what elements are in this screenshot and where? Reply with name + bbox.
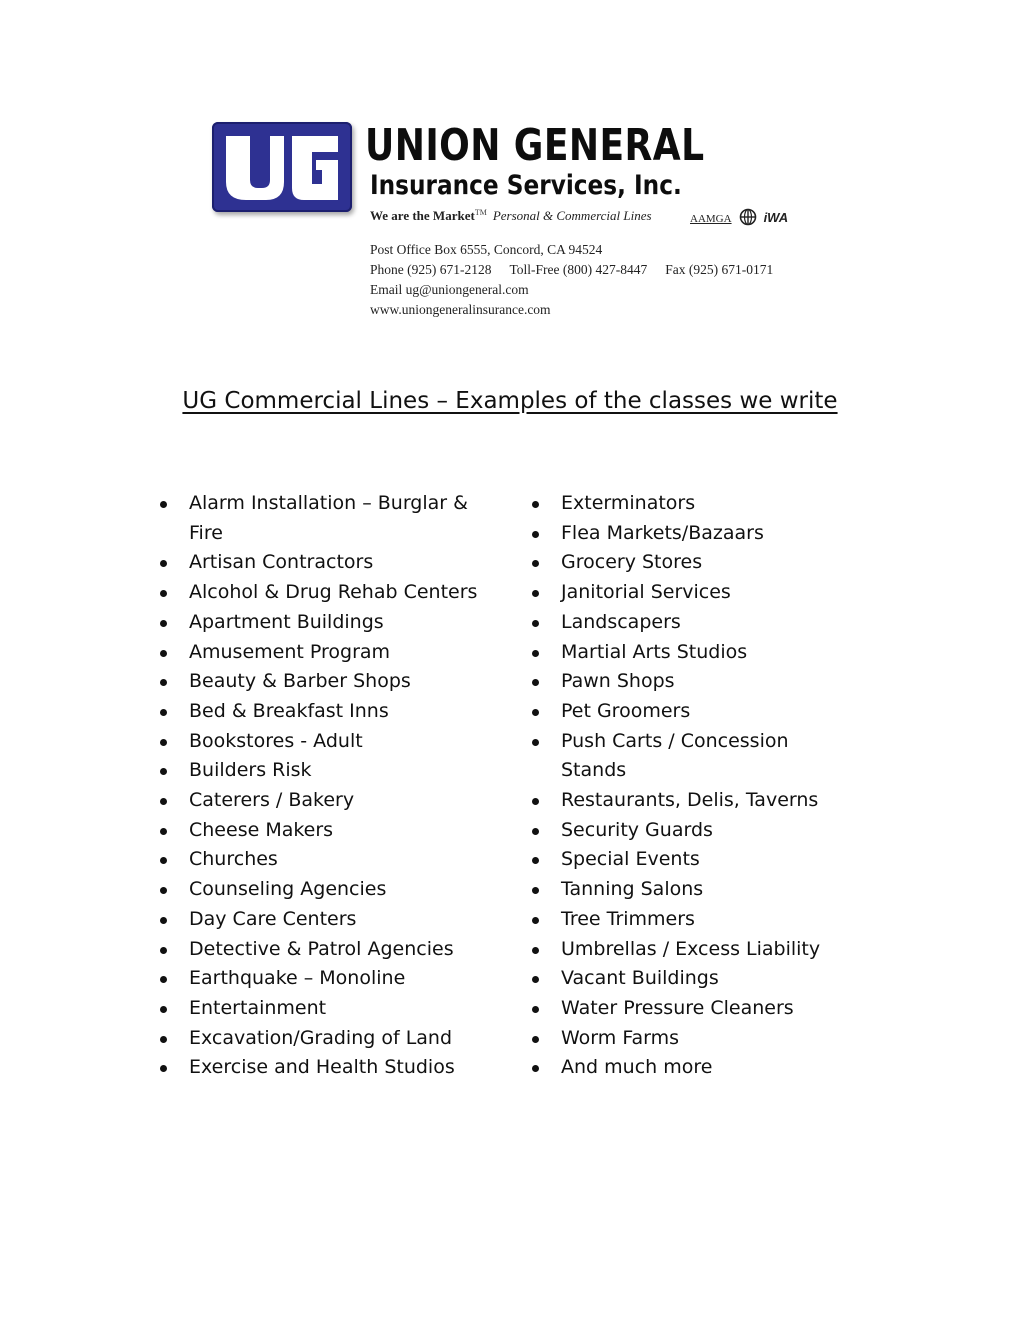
bullet-icon <box>160 857 167 864</box>
list-item-label: Churches <box>189 848 278 871</box>
list-item-label: Earthquake – Monoline <box>189 967 406 990</box>
list-item <box>532 489 832 519</box>
list-item-label: Artisan Contractors <box>189 551 374 574</box>
list-item <box>160 816 480 846</box>
list-item <box>532 1053 832 1083</box>
bullet-icon <box>532 709 539 716</box>
email: Email ug@uniongeneral.com <box>370 282 529 297</box>
bullet-icon <box>532 976 539 983</box>
list-item <box>160 786 480 816</box>
list-item <box>532 697 832 727</box>
bullet-icon <box>532 917 539 924</box>
page-title-text: UG Commercial Lines – Examples of the classes we write <box>182 388 838 414</box>
list-item-label: Exercise and Health Studios <box>189 1056 455 1079</box>
list-item <box>160 578 480 608</box>
bullet-icon <box>160 887 167 894</box>
company-name: UNION GENERAL <box>365 120 705 171</box>
bullet-icon <box>160 590 167 597</box>
list-item-label: Cheese Makers <box>189 818 334 841</box>
bullet-icon <box>532 1036 539 1043</box>
bullet-icon <box>160 679 167 686</box>
aamga-logo: AAMGA <box>690 212 732 225</box>
list-item-label: Builders Risk <box>189 759 312 782</box>
list-item <box>160 1053 480 1083</box>
list-item <box>532 905 832 935</box>
list-item <box>160 756 480 786</box>
bullet-icon <box>532 531 539 538</box>
bullet-icon <box>160 560 167 567</box>
list-item-label: Counseling Agencies <box>189 878 387 901</box>
list-item <box>532 994 832 1024</box>
phone: Phone (925) 671-2128 <box>370 262 492 277</box>
fax: Fax (925) 671-0171 <box>665 262 774 277</box>
company-subtitle: Insurance Services, Inc. <box>370 170 682 201</box>
bullet-icon <box>160 501 167 508</box>
list-item <box>532 519 832 549</box>
list-item-label: Entertainment <box>189 996 327 1019</box>
ug-logo <box>212 122 352 212</box>
list-item-label: Day Care Centers <box>189 907 357 930</box>
list-item-label: Grocery Stores <box>561 551 703 574</box>
list-item <box>532 608 832 638</box>
list-item-label: Umbrellas / Excess Liability <box>561 937 821 960</box>
list-item <box>160 548 480 578</box>
bullet-icon <box>532 1065 539 1072</box>
list-item-label: Alcohol & Drug Rehab Centers <box>189 581 478 604</box>
address: Post Office Box 6555, Concord, CA 94524 <box>370 242 603 257</box>
bullet-icon <box>160 798 167 805</box>
list-item-label: And much more <box>561 1056 713 1079</box>
list-item <box>160 935 480 965</box>
bullet-icon <box>532 620 539 627</box>
list-item <box>532 667 832 697</box>
list-item-label: Excavation/Grading of Land <box>189 1026 453 1049</box>
list-item <box>532 935 832 965</box>
list-item-label: Apartment Buildings <box>189 610 384 633</box>
list-item <box>160 905 480 935</box>
globe-icon <box>739 208 757 230</box>
bullet-icon <box>160 917 167 924</box>
list-item-label: Special Events <box>561 848 700 871</box>
list-item-label: Security Guards <box>561 818 713 841</box>
association-logos <box>690 208 788 230</box>
list-item-label: Amusement Program <box>189 640 391 663</box>
bullet-icon <box>160 739 167 746</box>
website: www.uniongeneralinsurance.com <box>370 302 551 317</box>
bullet-icon <box>160 1006 167 1013</box>
list-item-label: Vacant Buildings <box>561 967 719 990</box>
list-item-label: Alarm Installation – Burglar & Fire <box>189 492 468 544</box>
phone-line <box>370 260 773 280</box>
bullet-icon <box>532 947 539 954</box>
list-item <box>160 697 480 727</box>
bullet-icon <box>532 828 539 835</box>
bullet-icon <box>160 1065 167 1072</box>
list-item <box>532 548 832 578</box>
bullet-icon <box>532 739 539 746</box>
list-item-label: Bookstores - Adult <box>189 729 363 752</box>
list-item-label: Martial Arts Studios <box>561 640 748 663</box>
list-item-label: Landscapers <box>561 610 681 633</box>
bullet-icon <box>160 650 167 657</box>
bullet-icon <box>532 1006 539 1013</box>
list-item-label: Pawn Shops <box>561 670 675 693</box>
toll-free: Toll-Free (800) 427-8447 <box>509 262 648 277</box>
bullet-icon <box>532 679 539 686</box>
list-item-label: Restaurants, Delis, Taverns <box>561 789 819 812</box>
list-item-label: Detective & Patrol Agencies <box>189 937 454 960</box>
bullet-icon <box>532 857 539 864</box>
list-item <box>160 875 480 905</box>
list-item-label: Flea Markets/Bazaars <box>561 521 764 544</box>
list-item <box>160 638 480 668</box>
list-item <box>160 994 480 1024</box>
tagline-text: We are the Market <box>370 208 475 223</box>
list-item-label: Worm Farms <box>561 1026 680 1049</box>
letterhead <box>210 118 830 328</box>
bullet-icon <box>532 590 539 597</box>
list-item <box>160 608 480 638</box>
bullet-icon <box>160 1036 167 1043</box>
list-item-label: Caterers / Bakery <box>189 789 355 812</box>
list-item-label: Beauty & Barber Shops <box>189 670 411 693</box>
tagline-lines: Personal & Commercial Lines <box>492 208 652 223</box>
left-class-list <box>160 489 480 1083</box>
tagline <box>370 208 652 224</box>
right-class-list <box>532 489 832 1083</box>
list-item <box>532 875 832 905</box>
list-item <box>532 816 832 846</box>
list-item <box>532 964 832 994</box>
list-item-label: Bed & Breakfast Inns <box>189 699 389 722</box>
trademark-mark: TM <box>474 208 487 217</box>
page-title <box>0 388 1020 414</box>
list-item-label: Janitorial Services <box>561 581 731 604</box>
list-item <box>532 786 832 816</box>
bullet-icon <box>160 947 167 954</box>
list-item-label: Water Pressure Cleaners <box>561 996 794 1019</box>
bullet-icon <box>160 620 167 627</box>
bullet-icon <box>532 650 539 657</box>
bullet-icon <box>160 709 167 716</box>
list-item-label: Pet Groomers <box>561 699 691 722</box>
list-item <box>160 845 480 875</box>
list-item-label: Tree Trimmers <box>561 907 695 930</box>
list-item-label: Tanning Salons <box>561 878 704 901</box>
list-item <box>532 845 832 875</box>
bullet-icon <box>532 798 539 805</box>
list-item <box>160 489 480 548</box>
list-item-label: Exterminators <box>561 492 696 514</box>
ug-logo-mark <box>212 122 352 212</box>
bullet-icon <box>160 828 167 835</box>
list-item <box>532 578 832 608</box>
list-item <box>532 1024 832 1054</box>
list-item <box>532 727 832 786</box>
bullet-icon <box>160 976 167 983</box>
iwa-logo: iWA <box>763 209 789 225</box>
list-item <box>160 727 480 757</box>
list-item <box>532 638 832 668</box>
bullet-icon <box>532 560 539 567</box>
list-item <box>160 667 480 697</box>
bullet-icon <box>160 768 167 775</box>
bullet-icon <box>532 501 539 508</box>
contact-info <box>370 240 773 320</box>
list-item <box>160 1024 480 1054</box>
list-item-label: Push Carts / Concession Stands <box>561 729 789 782</box>
bullet-icon <box>532 887 539 894</box>
list-item <box>160 964 480 994</box>
